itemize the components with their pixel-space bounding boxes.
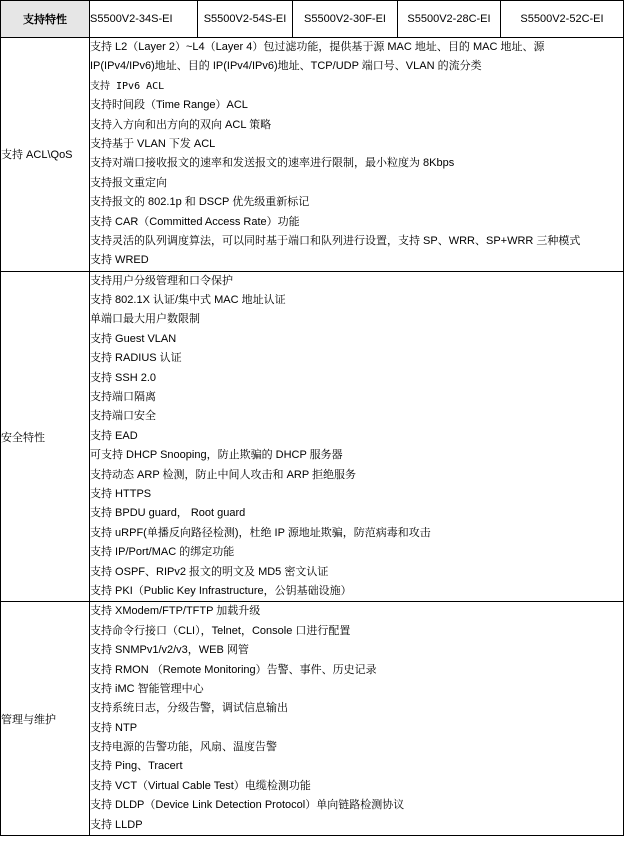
- list-item: 支持 RADIUS 认证: [90, 352, 182, 365]
- list-item: 支持 LLDP: [90, 818, 143, 831]
- list-item: 支持 PKI（Public Key Infrastructure，公钥基础设施）: [90, 584, 352, 597]
- list-item: 支持 OSPF、RIPv2 报文的明文及 MD5 密文认证: [90, 565, 329, 578]
- list-item: 支持 Guest VLAN: [90, 332, 177, 345]
- list-item: 支持 VCT（Virtual Cable Test）电缆检测功能: [90, 779, 311, 792]
- list-item: 支持 IPv6 ACL: [90, 80, 165, 92]
- list-item: 支持报文重定向: [90, 176, 167, 189]
- list-item: 支持端口隔离: [90, 391, 156, 404]
- category-acl-qos: 支持 ACL\QoS: [1, 38, 90, 272]
- list-item: 支持 SNMPv1/v2/v3，WEB 网管: [90, 644, 249, 657]
- header-row: [1, 1, 624, 38]
- list-item: 支持 XModem/FTP/TFTP 加载升级: [90, 605, 261, 618]
- list-item: 可支持 DHCP Snooping，防止欺骗的 DHCP 服务器: [90, 449, 343, 462]
- list-item: 支持 WRED: [90, 254, 149, 267]
- header-feature: 支持特性: [1, 1, 90, 38]
- section-row-security: [1, 271, 624, 602]
- list-item: 支持 CAR（Committed Access Rate）功能: [90, 215, 300, 228]
- list-item: 支持 SSH 2.0: [90, 371, 157, 384]
- header-model-4: S5500V2-28C-EI: [398, 1, 501, 38]
- section-row-acl-qos: [1, 38, 624, 272]
- list-item: 支持 802.1X 认证/集中式 MAC 地址认证: [90, 294, 286, 307]
- list-item: 支持用户分级管理和口令保护: [90, 274, 233, 287]
- list-item: 支持入方向和出方向的双向 ACL 策略: [90, 118, 272, 131]
- list-item: 支持命令行接口（CLI），Telnet，Console 口进行配置: [90, 624, 351, 637]
- header-model-1: S5500V2-34S-EI: [90, 1, 198, 38]
- category-security: 安全特性: [1, 271, 90, 602]
- list-item: 支持报文的 802.1p 和 DSCP 优先级重新标记: [90, 196, 310, 209]
- list-item: 支持电源的告警功能，风扇、温度告警: [90, 741, 277, 754]
- list-item: 支持 NTP: [90, 721, 138, 734]
- management-items: [90, 602, 624, 836]
- list-item: 支持 EAD: [90, 429, 138, 442]
- list-item: 支持时间段（Time Range）ACL: [90, 99, 248, 112]
- header-model-3: S5500V2-30F-EI: [293, 1, 398, 38]
- list-item: 支持 RMON （Remote Monitoring）告警、事件、历史记录: [90, 663, 377, 676]
- list-item: 支持 DLDP（Device Link Detection Protocol）单向链路检测协议: [90, 799, 405, 812]
- list-item: 支持 Ping、Tracert: [90, 760, 183, 773]
- list-item: 支持对端口接收报文的速率和发送报文的速率进行限制，最小粒度为 8Kbps: [90, 157, 455, 170]
- list-item: 支持 IP/Port/MAC 的绑定功能: [90, 546, 235, 559]
- list-item: 支持灵活的队列调度算法，可以同时基于端口和队列进行设置，支持 SP、WRR、SP+WRR 三种模式: [90, 234, 581, 247]
- header-model-2: S5500V2-54S-EI: [198, 1, 293, 38]
- header-model-5: S5500V2-52C-EI: [501, 1, 624, 38]
- list-item: 单端口最大用户数限制: [90, 313, 200, 326]
- list-item: 支持 BPDU guard， Root guard: [90, 507, 246, 520]
- list-item: 支持 L2（Layer 2）~L4（Layer 4）包过滤功能，提供基于源 MAC 地址、目的 MAC 地址、源: [90, 41, 545, 53]
- list-item: 支持系统日志，分级告警，调试信息输出: [90, 702, 288, 715]
- list-item: 支持动态 ARP 检测，防止中间人攻击和 ARP 拒绝服务: [90, 468, 357, 481]
- security-items: [90, 271, 624, 602]
- list-item: IP(IPv4/IPv6)地址、目的 IP(IPv4/IPv6)地址、TCP/UDP 端口号、VLAN 的流分类: [90, 60, 482, 73]
- category-management: 管理与维护: [1, 602, 90, 836]
- section-row-management: [1, 602, 624, 836]
- list-item: 支持 uRPF(单播反向路径检测)，杜绝 IP 源地址欺骗，防范病毒和攻击: [90, 526, 431, 539]
- list-item: 支持基于 VLAN 下发 ACL: [90, 137, 216, 150]
- list-item: 支持端口安全: [90, 410, 156, 423]
- list-item: 支持 HTTPS: [90, 487, 152, 500]
- acl-qos-items: [90, 38, 624, 272]
- list-item: 支持 iMC 智能管理中心: [90, 682, 204, 695]
